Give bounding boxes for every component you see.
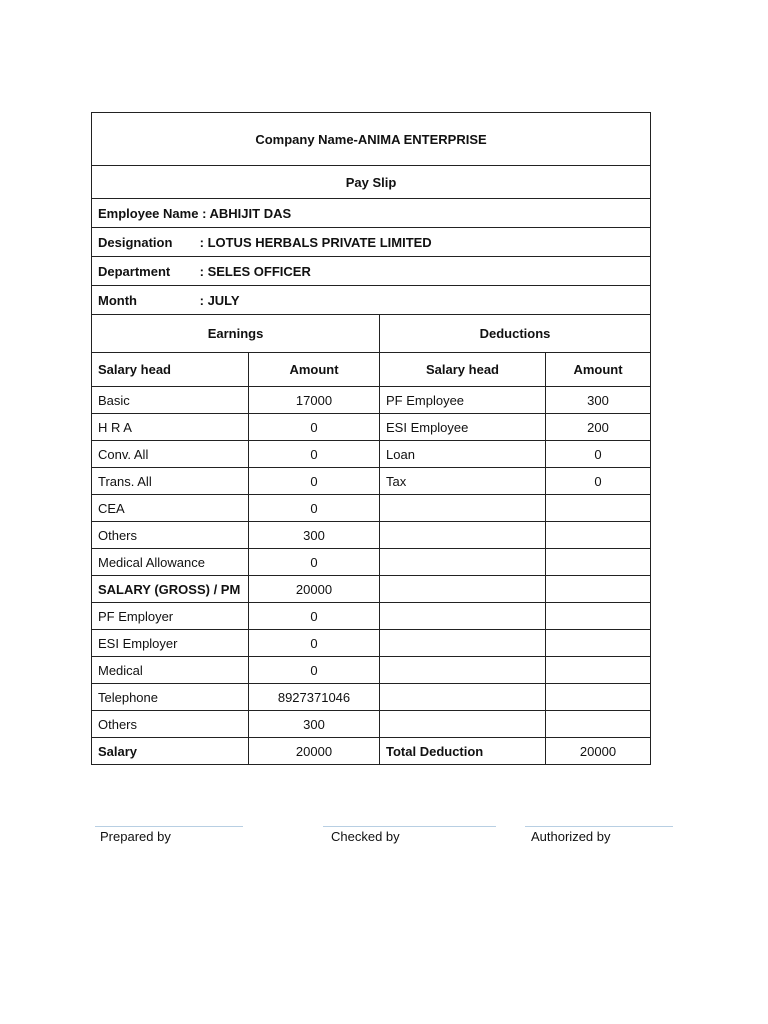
- earning-head-cell: Trans. All: [92, 468, 249, 495]
- deduction-head-cell: [380, 495, 546, 522]
- earning-head-cell: Medical: [92, 657, 249, 684]
- earning-head-cell: SALARY (GROSS) / PM: [92, 576, 249, 603]
- deduction-head-cell: [380, 684, 546, 711]
- earnings-heading: Earnings: [92, 315, 380, 353]
- earning-head-cell: Others: [92, 711, 249, 738]
- designation-label: Designation: [98, 234, 173, 250]
- earning-head-cell: Conv. All: [92, 441, 249, 468]
- deductions-amount-header: Amount: [546, 353, 651, 387]
- deduction-amount-cell: 200: [546, 414, 651, 441]
- earning-amount-cell: 0: [249, 468, 380, 495]
- salary-row: [92, 495, 651, 522]
- pay-slip-table: [91, 112, 651, 765]
- department-value: : SELES OFFICER: [199, 263, 311, 279]
- company-name: Company Name-ANIMA ENTERPRISE: [92, 113, 651, 166]
- earnings-amount-header: Amount: [249, 353, 380, 387]
- deduction-amount-cell: 0: [546, 468, 651, 495]
- department-row: [92, 257, 651, 286]
- earning-amount-cell: 300: [249, 711, 380, 738]
- deduction-head-cell: [380, 549, 546, 576]
- earning-head-cell: Telephone: [92, 684, 249, 711]
- earning-amount-cell: 0: [249, 630, 380, 657]
- salary-row: [92, 414, 651, 441]
- deduction-amount-cell: [546, 684, 651, 711]
- earning-amount-cell: 300: [249, 522, 380, 549]
- prepared-by-label: Prepared by: [100, 829, 171, 844]
- earning-amount-cell: 0: [249, 603, 380, 630]
- earning-amount-cell: 0: [249, 441, 380, 468]
- month-label: Month: [98, 292, 137, 308]
- salary-row: [92, 441, 651, 468]
- earning-amount-cell: 0: [249, 657, 380, 684]
- deduction-amount-cell: [546, 495, 651, 522]
- deduction-amount-cell: [546, 522, 651, 549]
- deductions-salary-head-header: Salary head: [380, 353, 546, 387]
- total-deduction-label: Total Deduction: [380, 738, 546, 765]
- deduction-amount-cell: [546, 603, 651, 630]
- deduction-head-cell: [380, 522, 546, 549]
- authorized-by-label: Authorized by: [531, 829, 611, 844]
- deduction-head-cell: ESI Employee: [380, 414, 546, 441]
- deduction-amount-cell: [546, 657, 651, 684]
- deduction-head-cell: Loan: [380, 441, 546, 468]
- salary-row: [92, 630, 651, 657]
- designation-row: [92, 228, 651, 257]
- salary-row: [92, 549, 651, 576]
- authorized-by-signature: [525, 826, 673, 845]
- salary-row: [92, 522, 651, 549]
- salary-row: [92, 387, 651, 414]
- salary-total-label: Salary: [92, 738, 249, 765]
- checked-by-label: Checked by: [331, 829, 400, 844]
- deduction-head-cell: [380, 603, 546, 630]
- earning-amount-cell: 0: [249, 495, 380, 522]
- earnings-salary-head-header: Salary head: [92, 353, 249, 387]
- earning-head-cell: PF Employer: [92, 603, 249, 630]
- salary-row: [92, 603, 651, 630]
- deduction-head-cell: [380, 657, 546, 684]
- employee-name-label: Employee Name: [98, 205, 199, 221]
- salary-total-amount: 20000: [249, 738, 380, 765]
- prepared-by-signature: [95, 826, 243, 845]
- earning-amount-cell: 0: [249, 414, 380, 441]
- earning-head-cell: CEA: [92, 495, 249, 522]
- month-value: : JULY: [199, 292, 240, 308]
- deduction-head-cell: Tax: [380, 468, 546, 495]
- deduction-amount-cell: 0: [546, 441, 651, 468]
- salary-row: [92, 711, 651, 738]
- total-deduction-amount: 20000: [546, 738, 651, 765]
- earning-amount-cell: 17000: [249, 387, 380, 414]
- earning-head-cell: Medical Allowance: [92, 549, 249, 576]
- deduction-amount-cell: [546, 630, 651, 657]
- pay-slip-title: Pay Slip: [92, 166, 651, 199]
- deduction-head-cell: [380, 576, 546, 603]
- employee-name-row: [92, 199, 651, 228]
- earning-head-cell: ESI Employer: [92, 630, 249, 657]
- salary-row: [92, 657, 651, 684]
- earning-amount-cell: 8927371046: [249, 684, 380, 711]
- deduction-head-cell: [380, 711, 546, 738]
- earning-head-cell: Others: [92, 522, 249, 549]
- earning-head-cell: H R A: [92, 414, 249, 441]
- deduction-amount-cell: 300: [546, 387, 651, 414]
- deduction-amount-cell: [546, 711, 651, 738]
- salary-row: [92, 684, 651, 711]
- salary-row: [92, 468, 651, 495]
- checked-by-signature: [323, 826, 496, 845]
- earning-amount-cell: 20000: [249, 576, 380, 603]
- designation-value: : LOTUS HERBALS PRIVATE LIMITED: [199, 234, 432, 250]
- deduction-head-cell: [380, 630, 546, 657]
- salary-row: [92, 576, 651, 603]
- department-label: Department: [98, 263, 171, 279]
- earning-head-cell: Basic: [92, 387, 249, 414]
- month-row: [92, 286, 651, 315]
- deduction-amount-cell: [546, 549, 651, 576]
- deduction-amount-cell: [546, 576, 651, 603]
- deductions-heading: Deductions: [380, 315, 651, 353]
- deduction-head-cell: PF Employee: [380, 387, 546, 414]
- employee-name-value: : ABHIJIT DAS: [202, 205, 292, 221]
- earning-amount-cell: 0: [249, 549, 380, 576]
